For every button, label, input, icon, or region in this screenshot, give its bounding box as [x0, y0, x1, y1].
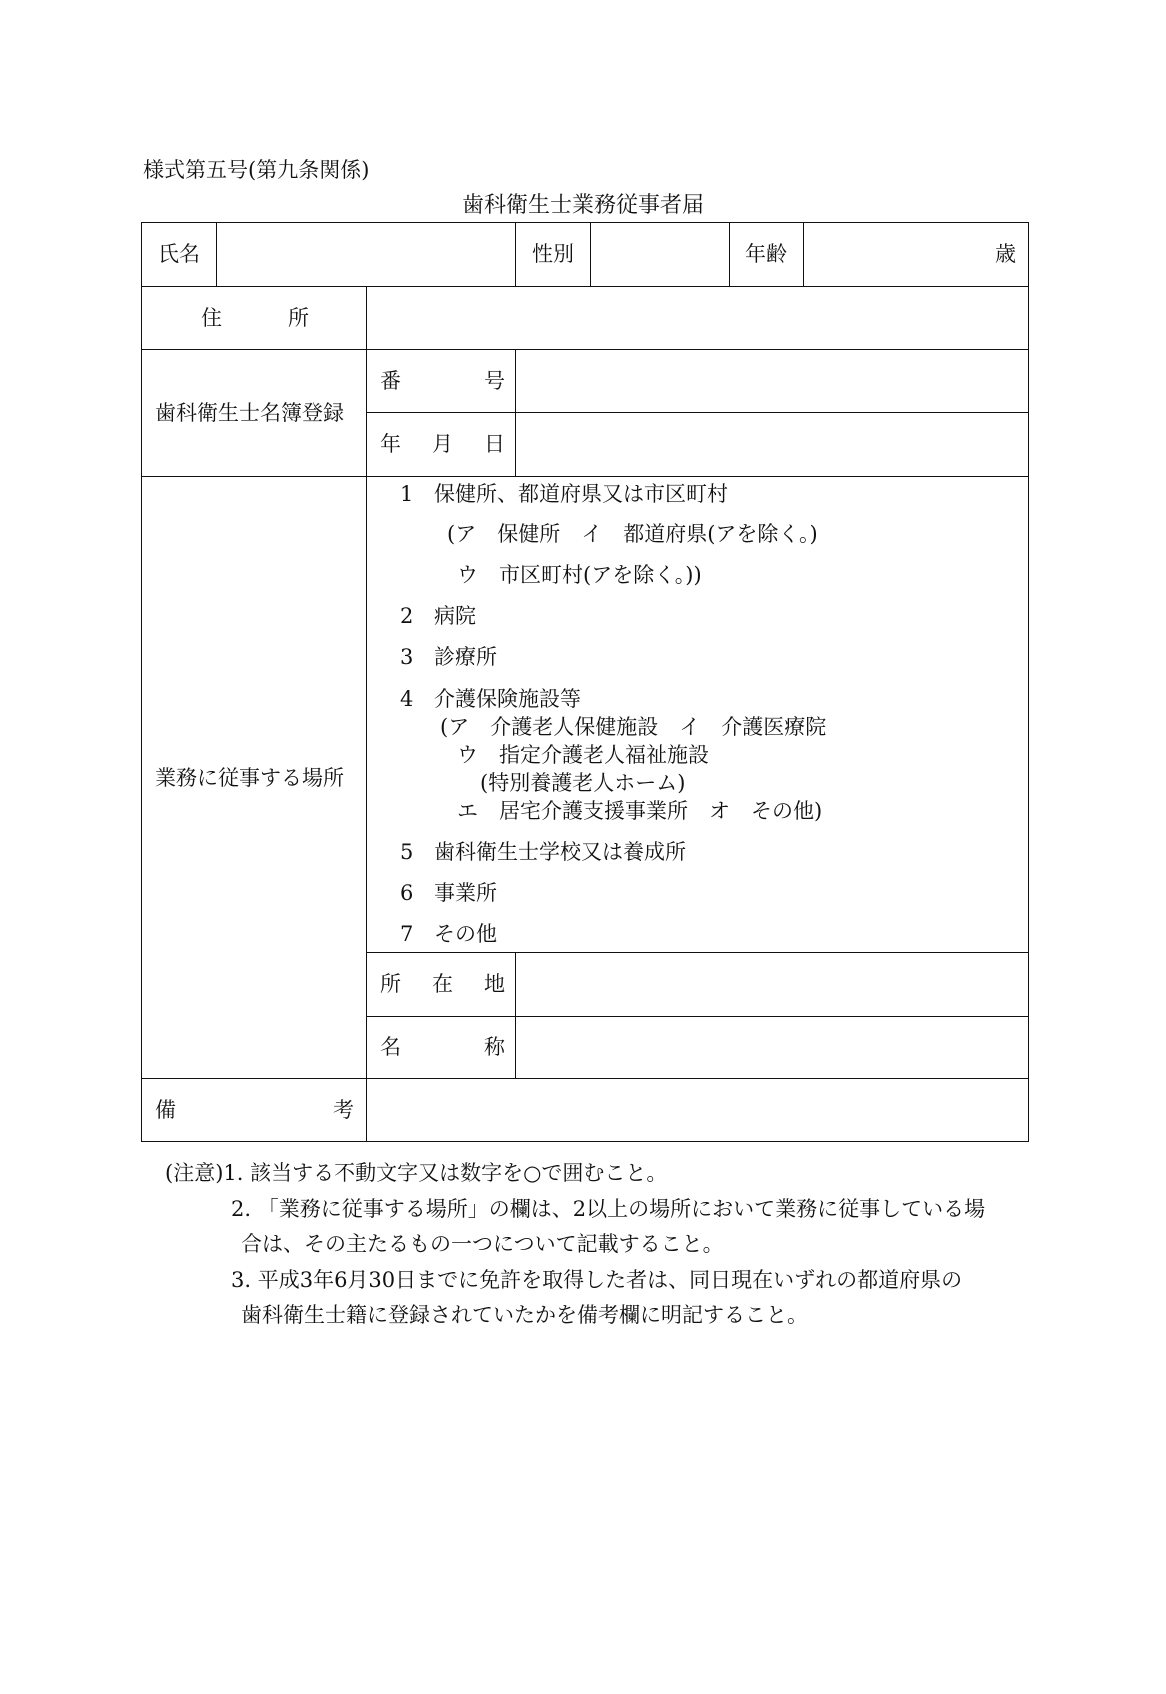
name-label: 氏名	[158, 242, 200, 266]
note-2: 2. 「業務に従事する場所」の欄は、2以上の場所において業務に従事している場	[231, 1197, 986, 1221]
workplace-option-4-sub: (特別養護老人ホーム)	[480, 771, 686, 795]
option-text: 診療所	[434, 645, 497, 669]
registry-number-field[interactable]	[516, 350, 1027, 411]
address-label-char: 所	[288, 306, 309, 330]
workplace-option-4[interactable]	[400, 689, 581, 710]
option-number: 2	[400, 604, 414, 628]
address-field[interactable]	[367, 287, 1027, 348]
name-field[interactable]	[217, 223, 514, 285]
label-char: 番	[380, 369, 401, 393]
registry-number-label	[380, 371, 505, 392]
form-number-label: 様式第五号(第九条関係)	[143, 158, 370, 182]
label-char: 号	[484, 369, 505, 393]
workplace-option-4-sub: ウ 指定介護老人福祉施設	[457, 743, 709, 767]
option-number: 4	[400, 687, 414, 711]
option-text: その他	[434, 922, 497, 946]
sex-label: 性別	[532, 242, 574, 266]
label-char: 備	[155, 1098, 176, 1122]
label-char: 月	[432, 432, 453, 456]
registry-date-field[interactable]	[516, 413, 1027, 475]
workplace-option-4-sub: エ 居宅介護支援事業所 オ その他)	[457, 799, 823, 823]
age-field[interactable]	[804, 223, 1027, 285]
workplace-option-4-sub: (ア 介護老人保健施設 イ 介護医療院	[440, 715, 827, 739]
form-title: 歯科衛生士業務従事者届	[461, 193, 704, 218]
option-number: 7	[400, 922, 414, 946]
workplace-option-1[interactable]	[400, 484, 728, 505]
registry-date-label	[380, 434, 505, 455]
option-text: 介護保険施設等	[434, 687, 581, 711]
row-divider	[141, 476, 1029, 477]
note-3-continued: 歯科衛生士籍に登録されていたかを備考欄に明記すること。	[241, 1303, 808, 1327]
location-label	[380, 974, 505, 995]
age-unit: 歳	[995, 242, 1016, 266]
col-divider	[366, 286, 367, 1142]
col-divider	[729, 222, 730, 286]
option-text: 事業所	[434, 881, 497, 905]
label-char: 所	[380, 972, 401, 996]
facility-name-label	[380, 1037, 505, 1058]
age-label: 年齢	[745, 242, 787, 266]
remarks-field[interactable]	[367, 1079, 1027, 1140]
option-number: 3	[400, 645, 414, 669]
table-border-left	[141, 222, 142, 1142]
label-char: 考	[333, 1098, 354, 1122]
note-2-continued: 合は、その主たるもの一つについて記載すること。	[241, 1232, 724, 1256]
table-border-right	[1028, 222, 1029, 1142]
label-char: 地	[484, 972, 505, 996]
address-label	[201, 308, 309, 329]
facility-name-field[interactable]	[516, 1017, 1027, 1077]
workplace-label: 業務に従事する場所	[155, 766, 344, 790]
note-1: (注意)1. 該当する不動文字又は数字を○で囲むこと。	[165, 1161, 668, 1185]
label-char: 在	[432, 972, 453, 996]
workplace-option-1-sub: ウ 市区町村(アを除く。))	[457, 563, 702, 587]
label-char: 年	[380, 432, 401, 456]
workplace-option-3[interactable]	[400, 647, 497, 668]
option-text: 歯科衛生士学校又は養成所	[434, 840, 686, 864]
option-number: 6	[400, 881, 414, 905]
address-label-char: 住	[201, 306, 222, 330]
location-field[interactable]	[516, 953, 1027, 1015]
option-number: 5	[400, 840, 414, 864]
workplace-option-1-sub: (ア 保健所 イ 都道府県(アを除く。)	[447, 522, 818, 546]
workplace-option-6[interactable]	[400, 883, 497, 904]
workplace-option-7[interactable]	[400, 924, 497, 945]
note-3: 3. 平成3年6月30日までに免許を取得した者は、同日現在いずれの都道府県の	[231, 1268, 963, 1292]
label-char: 名	[380, 1035, 401, 1059]
label-char: 日	[484, 432, 505, 456]
table-border-bottom	[141, 1141, 1029, 1142]
registry-label: 歯科衛生士名簿登録	[155, 401, 344, 425]
sex-field[interactable]	[591, 223, 728, 285]
label-char: 称	[484, 1035, 505, 1059]
option-number: 1	[400, 482, 414, 506]
option-text: 保健所、都道府県又は市区町村	[434, 482, 728, 506]
workplace-option-2[interactable]	[400, 606, 476, 627]
col-divider	[515, 222, 516, 286]
option-text: 病院	[434, 604, 476, 628]
remarks-label	[155, 1100, 354, 1121]
workplace-option-5[interactable]	[400, 842, 686, 863]
